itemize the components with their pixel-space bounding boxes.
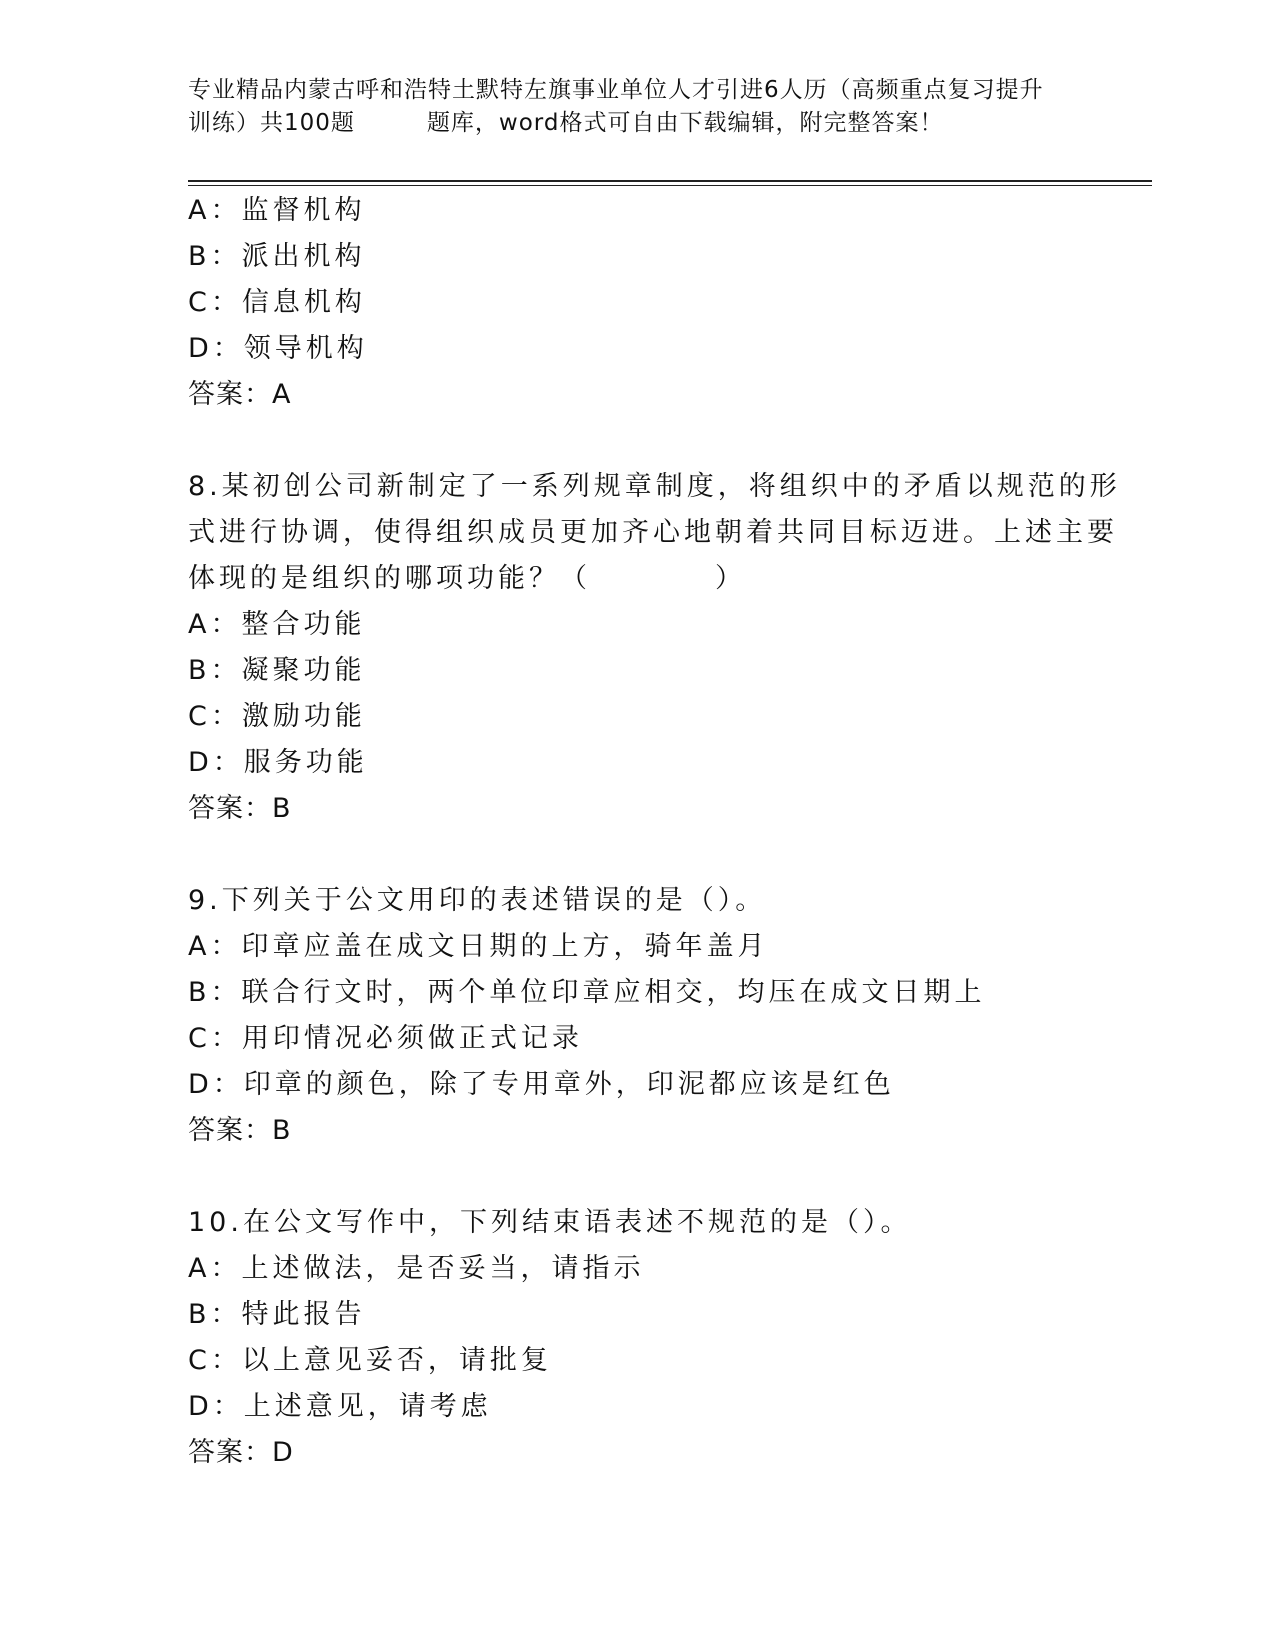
question-text-line: 式进行协调，使得组织成员更加齐心地朝着共同目标迈进。上述主要 xyxy=(188,517,1118,548)
option-c: C：信息机构 xyxy=(188,287,366,318)
option-c: C：激励功能 xyxy=(188,701,366,732)
question-text-line: 10.在公文写作中，下列结束语表述不规范的是（）。 xyxy=(188,1207,912,1238)
question-text-line: 8.某初创公司新制定了一系列规章制度，将组织中的矛盾以规范的形 xyxy=(188,471,1121,502)
header-line-2-part-1: 训练）共100题 xyxy=(188,110,355,136)
option-b: B：特此报告 xyxy=(188,1299,366,1330)
option-d: D：印章的颜色，除了专用章外，印泥都应该是红色 xyxy=(188,1069,895,1100)
question-text-line: 体现的是组织的哪项功能？（ ） xyxy=(188,563,746,594)
option-a: A：整合功能 xyxy=(188,609,366,640)
document-header xyxy=(188,74,1088,140)
question-block-8 xyxy=(188,464,1121,832)
option-d: D：上述意见，请考虑 xyxy=(188,1391,492,1422)
option-b: B：派出机构 xyxy=(188,241,366,272)
option-a: A：印章应盖在成文日期的上方，骑年盖月 xyxy=(188,931,769,962)
option-c: C：用印情况必须做正式记录 xyxy=(188,1023,583,1054)
question-text-line: 9.下列关于公文用印的表述错误的是（）。 xyxy=(188,885,767,916)
option-c: C：以上意见妥否，请批复 xyxy=(188,1345,552,1376)
option-b: B：联合行文时，两个单位印章应相交，均压在成文日期上 xyxy=(188,977,986,1008)
header-line-1: 专业精品内蒙古呼和浩特土默特左旗事业单位人才引进6人历（高频重点复习提升 xyxy=(188,77,1044,103)
answer-line: 答案：B xyxy=(188,1115,292,1146)
question-list xyxy=(188,188,1121,1476)
option-a: A：上述做法，是否妥当，请指示 xyxy=(188,1253,645,1284)
header-line-2-part-2: 题库，word格式可自由下载编辑，附完整答案！ xyxy=(426,110,944,136)
header-rule-thick xyxy=(188,180,1152,182)
option-b: B：凝聚功能 xyxy=(188,655,366,686)
option-d: D：服务功能 xyxy=(188,747,368,778)
question-block-10 xyxy=(188,1200,1108,1476)
question-block-7 xyxy=(188,188,1108,418)
header-rule-thin xyxy=(188,185,1152,186)
option-d: D：领导机构 xyxy=(188,333,368,364)
answer-line: 答案：B xyxy=(188,793,292,824)
header-line-2 xyxy=(188,107,1088,140)
answer-line: 答案：A xyxy=(188,379,292,410)
question-block-9 xyxy=(188,878,1108,1154)
option-a: A：监督机构 xyxy=(188,195,366,226)
answer-line: 答案：D xyxy=(188,1437,294,1468)
